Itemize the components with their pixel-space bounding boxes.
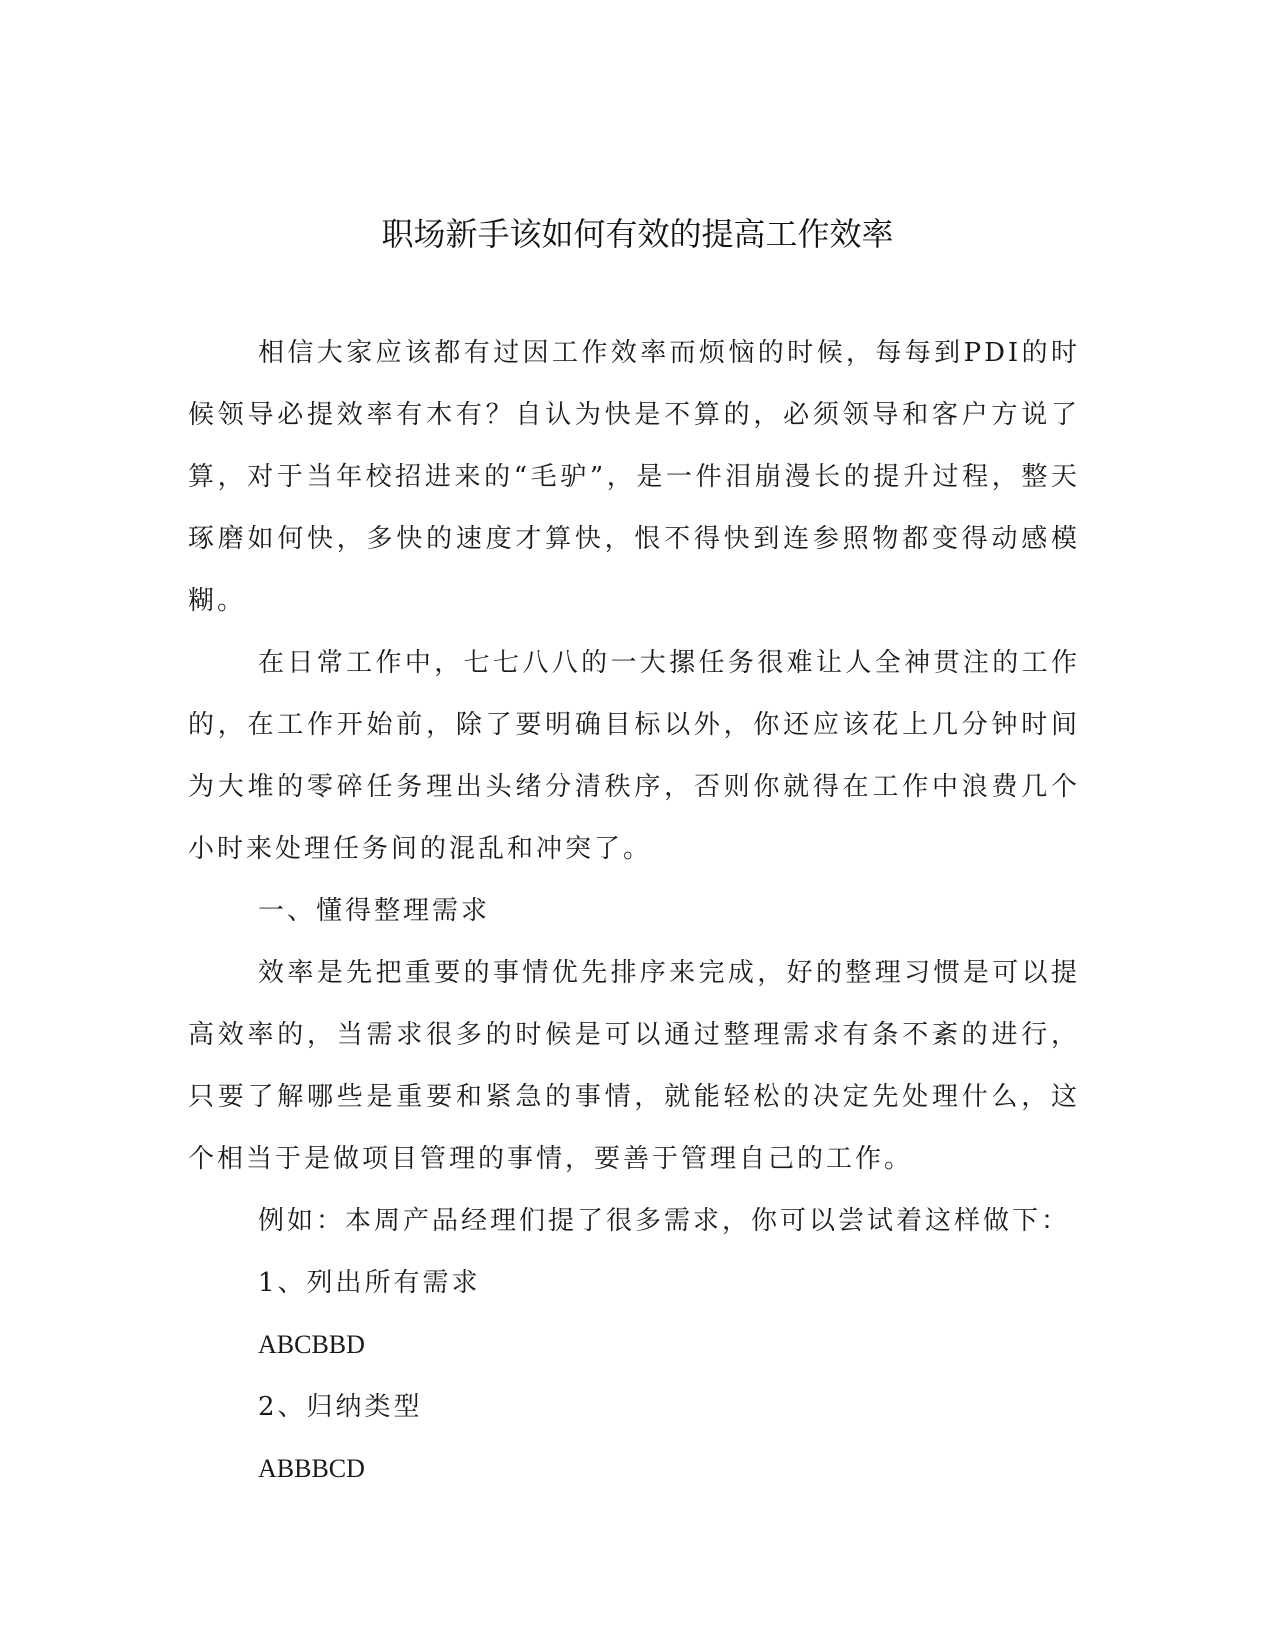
document-title: 职场新手该如何有效的提高工作效率 [381,215,894,253]
list-step-2: 2、归纳类型 [258,1392,423,1422]
list-step-1: 1、列出所有需求 [258,1268,481,1298]
list-step-2-value: ABBBCD [258,1454,365,1483]
document-body [188,322,1080,1500]
paragraph-daily-work: 在日常工作中，七七八八的一大摞任务很难让人全神贯注的工作的，在工作开始前，除了要明确目标以外，你还应该花上几分钟时间为大堆的零碎任务理出头绪分清秩序，否则你就得在工作中浪费几个小时来处理任务间的混乱和冲突了。 [188,648,1080,864]
paragraph-example: 例如：本周产品经理们提了很多需求，你可以尝试着这样做下： [258,1206,1071,1236]
paragraph-efficiency: 效率是先把重要的事情优先排序来完成，好的整理习惯是可以提高效率的，当需求很多的时候是可以通过整理需求有条不紊的进行，只要了解哪些是重要和紧急的事情，就能轻松的决定先处理什么，这个相当于是做项目管理的事情，要善于管理自己的工作。 [188,958,1080,1174]
section-heading-organize-requirements: 一、懂得整理需求 [258,896,491,926]
paragraph-intro: 相信大家应该都有过因工作效率而烦恼的时候，每每到PDI的时候领导必提效率有木有？自认为快是不算的，必须领导和客户方说了算，对于当年校招进来的“毛驴”，是一件泪崩漫长的提升过程，整天琢磨如何快，多快的速度才算快，恨不得快到连参照物都变得动感模糊。 [188,338,1080,616]
list-step-1-value: ABCBBD [258,1330,365,1359]
